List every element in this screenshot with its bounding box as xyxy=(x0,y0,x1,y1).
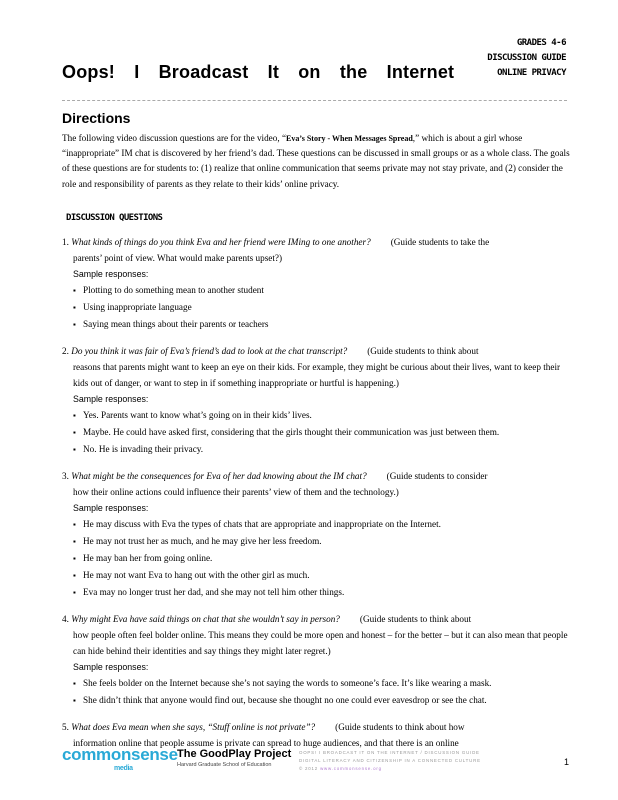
question-guide-continued: reasons that parents might want to keep an eye on their kids. For example, they might be curious about their lives, want to keep their kids out of danger, or want to step in if something inappropriate or hurtful is happening.) xyxy=(73,362,561,388)
footer-line-2: DIGITAL LITERACY AND CITIZENSHIP IN A CONNECTED CULTURE xyxy=(299,758,481,763)
checkbox-bullet-icon: ▪ xyxy=(73,320,76,329)
question-item xyxy=(62,468,572,601)
responses-list xyxy=(62,407,572,458)
response-text: Maybe. He could have asked first, considering that the girls thought their communication was just between them. xyxy=(83,427,500,437)
response-text: No. He is invading their privacy. xyxy=(83,444,204,454)
checkbox-bullet-icon: ▪ xyxy=(73,679,76,688)
question-text: What kinds of things do you think Eva and her friend were IMing to one another? xyxy=(71,237,371,247)
sample-responses-label: Sample responses: xyxy=(73,662,149,672)
response-item xyxy=(73,516,572,533)
response-text: He may ban her from going online. xyxy=(83,553,213,563)
page-title: Oops! I Broadcast It on the Internet xyxy=(62,62,455,82)
response-item xyxy=(73,550,572,567)
question-number: 3. xyxy=(62,471,69,481)
checkbox-bullet-icon: ▪ xyxy=(73,571,76,580)
checkbox-bullet-icon: ▪ xyxy=(73,520,76,529)
goodplay-title: The GoodPlay Project xyxy=(177,748,292,760)
response-text: She feels bolder on the Internet because she’s not saying the words to someone’s face. It’s like wearing a mask. xyxy=(83,678,492,688)
question-item xyxy=(62,611,572,709)
response-text: Saying mean things about their parents or teachers xyxy=(83,319,269,329)
video-title: Eva’s Story - When Messages Spread xyxy=(286,134,413,143)
goodplay-subtitle: Harvard Graduate School of Education xyxy=(177,762,272,768)
question-guide-continued: information online that people assume is private can spread to huge audiences, and that there is an online xyxy=(73,738,459,748)
response-text: Eva may no longer trust her dad, and she may not tell him other things. xyxy=(83,587,345,597)
intro-text-post: ,” which is about a girl whose “inappropriate” IM chat is discovered by her friend’s dad. These questions can be discussed in small groups or as a whole class. The goals of these questions are for students to: (1) realize that online communication that seems private may not stay private, and (2) consider the role and responsibility of parents as they relate to their kids’ online privacy. xyxy=(62,133,570,189)
response-text: Plotting to do something mean to another student xyxy=(83,285,264,295)
page-footer xyxy=(62,745,582,785)
response-text: He may not want Eva to hang out with the other girl as much. xyxy=(83,570,310,580)
directions-paragraph xyxy=(62,131,572,192)
grade-label: GRADES 4-6 xyxy=(516,38,566,48)
question-guide-continued: how people often feel bolder online. This means they could be more open and honest – for the better – but it can also mean that people can hide behind their identities and say things they might later regret.) xyxy=(73,630,568,656)
response-text: He may discuss with Eva the types of chats that are appropriate and inappropriate on the Internet. xyxy=(83,519,441,529)
responses-list xyxy=(62,282,572,333)
response-item xyxy=(73,424,572,441)
header-divider xyxy=(62,100,567,101)
header-corner-labels xyxy=(446,36,566,81)
checkbox-bullet-icon: ▪ xyxy=(73,303,76,312)
question-guide-continued: how their online actions could influence their parents’ view of them and the technology.) xyxy=(73,487,399,497)
question-item xyxy=(62,343,572,458)
discussion-questions-heading: DISCUSSION QUESTIONS xyxy=(66,213,163,223)
sample-responses-label: Sample responses: xyxy=(73,503,149,513)
question-line xyxy=(62,611,572,627)
cs-logo-text: commonsense xyxy=(62,745,178,764)
website-link[interactable]: www.commonsense.org xyxy=(320,766,382,771)
question-guide-continued: parents’ point of view. What would make parents upset?) xyxy=(73,253,283,263)
page-number: 1 xyxy=(564,757,570,767)
response-text: Yes. Parents want to know what’s going on in their kids’ lives. xyxy=(83,410,312,420)
checkbox-bullet-icon: ▪ xyxy=(73,588,76,597)
question-text: What might be the consequences for Eva of her dad knowing about the IM chat? xyxy=(71,471,367,481)
cs-media-text: media xyxy=(114,765,133,772)
checkbox-bullet-icon: ▪ xyxy=(73,554,76,563)
directions-heading: Directions xyxy=(62,110,131,126)
question-text: Do you think it was fair of Eva’s friend’s dad to look at the chat transcript? xyxy=(71,346,348,356)
checkbox-bullet-icon: ▪ xyxy=(73,411,76,420)
question-guide: (Guide students to think about how xyxy=(335,722,465,732)
question-text: What does Eva mean when she says, “Stuff online is not private”? xyxy=(71,722,316,732)
question-text: Why might Eva have said things on chat that she wouldn’t say in person? xyxy=(71,614,340,624)
response-item xyxy=(73,407,572,424)
footer-info xyxy=(299,749,549,773)
question-guide: (Guide students to think about xyxy=(359,614,472,624)
question-guide: (Guide students to think about xyxy=(367,346,479,356)
footer-line-1: OOPS! I BROADCAST IT ON THE INTERNET / DISCUSSION GUIDE xyxy=(299,750,480,755)
checkbox-bullet-icon: ▪ xyxy=(73,696,76,705)
checkbox-bullet-icon: ▪ xyxy=(73,286,76,295)
question-number: 2. xyxy=(62,346,69,356)
question-number: 5. xyxy=(62,722,69,732)
response-item xyxy=(73,282,572,299)
sample-responses-label: Sample responses: xyxy=(73,269,149,279)
response-item xyxy=(73,675,572,692)
response-item xyxy=(73,584,572,601)
response-item xyxy=(73,567,572,584)
question-guide: (Guide students to take the xyxy=(390,237,490,247)
response-item xyxy=(73,533,572,550)
response-text: Using inappropriate language xyxy=(83,302,192,312)
question-item xyxy=(62,234,572,333)
intro-text-pre: The following video discussion questions are for the video, “ xyxy=(62,133,287,143)
question-line xyxy=(62,468,572,484)
checkbox-bullet-icon: ▪ xyxy=(73,445,76,454)
questions-list xyxy=(62,234,572,761)
response-item xyxy=(73,441,572,458)
response-item xyxy=(73,299,572,316)
copyright: © 2012 xyxy=(299,766,319,771)
responses-list xyxy=(62,675,572,709)
common-sense-logo xyxy=(62,745,178,772)
checkbox-bullet-icon: ▪ xyxy=(73,537,76,546)
question-line xyxy=(62,719,572,735)
goodplay-logo xyxy=(177,748,291,768)
response-text: She didn’t think that anyone would find out, because she thought no one could ever eavesdrop or see the chat. xyxy=(83,695,487,705)
question-number: 4. xyxy=(62,614,69,624)
sample-responses-label: Sample responses: xyxy=(73,394,149,404)
topic-label: ONLINE PRIVACY xyxy=(497,68,566,78)
question-guide: (Guide students to consider xyxy=(386,471,488,481)
checkbox-bullet-icon: ▪ xyxy=(73,428,76,437)
response-text: He may not trust her as much, and he may give her less freedom. xyxy=(83,536,322,546)
question-number: 1. xyxy=(62,237,69,247)
question-line xyxy=(62,343,572,359)
response-item xyxy=(73,692,572,709)
response-item xyxy=(73,316,572,333)
guide-type-label: DISCUSSION GUIDE xyxy=(487,53,566,63)
responses-list xyxy=(62,516,572,601)
question-line xyxy=(62,234,572,250)
